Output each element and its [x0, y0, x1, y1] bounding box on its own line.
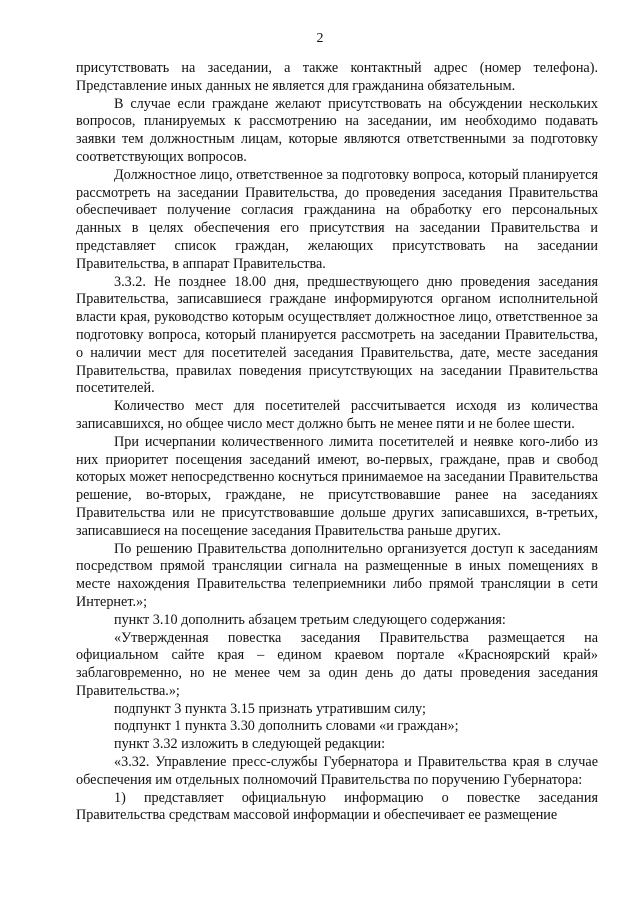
paragraph-multiple-questions: В случае если граждане желают присутствовать на обсуждении нескольких вопросов, планируемых к рассмотрению на заседании, им необходимо подавать заявки тем должностным лицам, которые являются ответственными за подготовку соответствующих вопросов.: [76, 95, 598, 165]
paragraph-clause-3-32: «3.32. Управление пресс-службы Губернатора и Правительства края в случае обеспечения им отдельных полномочий Правительства по поручению Губернатора:: [76, 754, 598, 788]
document-body: [76, 60, 598, 825]
paragraph-item-3-32: пункт 3.32 изложить в следующей редакции:: [114, 736, 386, 753]
paragraph-priority: При исчерпании количественного лимита посетителей и неявке кого-либо из них приоритет посещения заседаний имеют, во-первых, граждане, прав и свобод которых может непосредственно коснуться принимаемое на заседании Правительства решение, во-вторых, граждане, не присутствовавшие ранее на заседаниях Правительства или не присутствовавшие дольше других записавшихся, в-третьих, записавшиеся на посещение заседания Правительства раньше других.: [76, 433, 598, 539]
page-number: 2: [316, 31, 324, 46]
paragraph-item-3-15: подпункт 3 пункта 3.15 признать утратившим силу;: [114, 700, 426, 717]
paragraph-clause-3-3-2: 3.3.2. Не позднее 18.00 дня, предшествующего дню проведения заседания Правительства, записавшиеся граждане информируются органом исполнительной власти края, руководство которым осуществляет должностное лицо, ответственное за подготовку вопроса, который планируется рассмотреть на заседании Правительства, о наличии мест для посетителей заседания Правительства, дате, месте заседания Правительства, правилах поведения присутствующих на заседании Правительства посетителей.: [76, 273, 598, 397]
paragraph-item-3-10: пункт 3.10 дополнить абзацем третьим следующего содержания:: [114, 611, 506, 628]
paragraph-broadcast: По решению Правительства дополнительно организуется доступ к заседаниям посредством прямой трансляции сигнала на размещенные в иных помещениях в месте нахождения Правительства телеприемники либо прямой трансляции в сети Интернет.»;: [76, 540, 598, 610]
paragraph-subitem-1: 1) представляет официальную информацию о повестке заседания Правительства средствам массовой информации и обеспечивает ее размещение: [76, 789, 598, 824]
paragraph-seat-count: Количество мест для посетителей рассчитывается исходя из количества записавшихся, но общее число мест должно быть не менее пяти и не более шести.: [76, 398, 598, 432]
paragraph-agenda-publication: «Утвержденная повестка заседания Правительства размещается на официальном сайте края – едином краевом портале «Красноярский край» заблаговременно, но не менее чем за один день до даты проведения заседания Правительства.»;: [76, 629, 598, 699]
paragraph-item-3-30: подпункт 1 пункта 3.30 дополнить словами «и граждан»;: [114, 718, 459, 735]
paragraph-contact-info: присутствовать на заседании, а также контактный адрес (номер телефона). Представление иных данных не является для гражданина обязательным.: [76, 60, 598, 94]
paragraph-responsible-official: Должностное лицо, ответственное за подготовку вопроса, который планируется рассмотреть на заседании Правительства, до проведения заседания Правительства обеспечивает получение согласия гражданина на обработку его персональных данных в целях обеспечения его присутствия на заседании Правительства и представляет список граждан, желающих присутствовать на заседании Правительства, в аппарат Правительства.: [76, 166, 598, 272]
